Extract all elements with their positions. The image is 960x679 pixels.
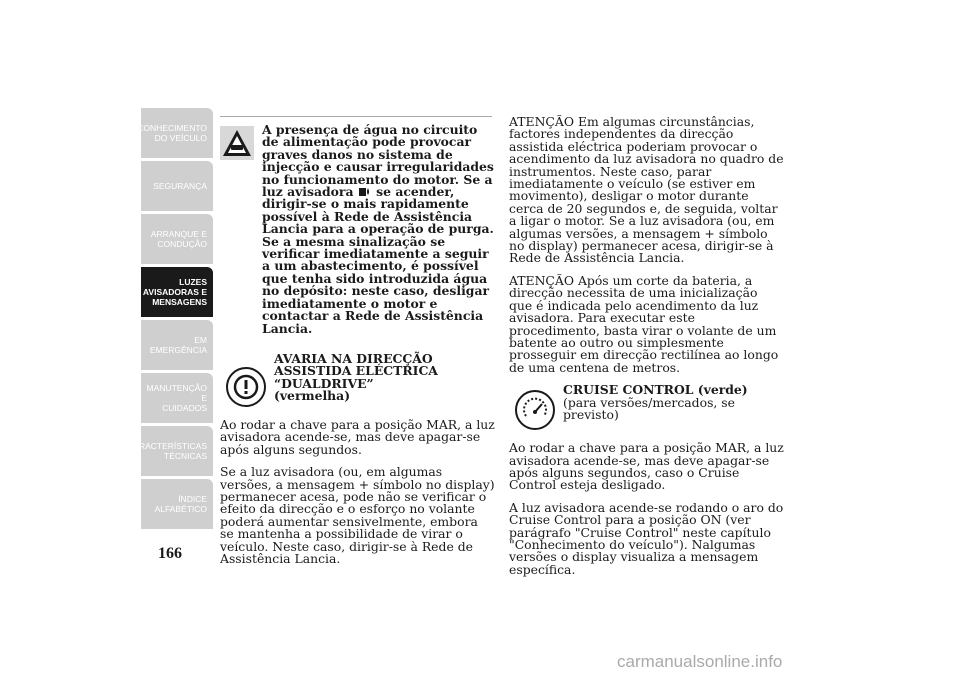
paragraph: ATENÇÃO Após um corte da bateria, a direcção necessita de uma inicialização que é indicada pelo acendimento da luz avisadora. Para executar este procedimento, basta virar o volante de um batente ao outro ou simplesmente prosseguir em direcção rectilínea ao longo de uma centena de metros. [509,272,779,375]
right-column [509,116,784,586]
cruise-header [509,384,784,432]
chapter-tab-label: CONDUÇÃO [157,239,207,249]
warning-text-part2: se acender, dirigir-se o mais rapidamente possível à Rede de Assistência Lancia para a operação de purga. Se a mesma sinalização se verificar imediatamente a seguir a um abastecimento, é possível que tenha sido introduzida água no depósito: neste caso, desligar imediatamente o motor e contactar a Rede de Assistência Lancia. [262,184,494,336]
warning-text-part1: A presença de água no circuito de alimentação pode provocar graves danos no sistema de injecção e causar irregularidades no funcionamento do motor. Se a luz avisadora [262,122,494,200]
cruise-title: CRUISE CONTROL (verde) [563,382,748,398]
cruise-subtitle: (para versões/mercados, se previsto) [563,394,735,422]
water-in-fuel-icon [358,186,372,197]
cruise-control-icon [513,388,557,432]
chapter-tabs [127,108,213,532]
chapter-tab[interactable] [141,320,213,370]
chapter-tab-label: MANUTENÇÃO E [146,383,207,403]
paragraph: A luz avisadora acende-se rodando o aro do Cruise Control para a posição ON (ver parágrafo "Cruise Control" neste capítulo "Conhecimento do veículo"). Nalgumas versões o display visualiza a mensagem específica. [509,499,784,577]
chapter-tab-label: ÍNDICE [178,494,207,504]
paragraph: ATENÇÃO Em algumas circunstâncias, factores independentes da direcção assistida eléctrica poderiam provocar o acendimento da luz avisadora no quadro de instrumentos. Neste caso, parar imediatamente o veículo (se estiver em movimento), desligar o motor durante cerca de 20 segundos e, de seguida, voltar a ligar o motor. Se a luz avisadora (ou, em algumas versões, a mensagem + símbolo no display) permanecer acesa, dirigir-se à Rede de Assistência Lancia. [509,114,784,266]
chapter-tab-label: ARRANQUE E [150,229,207,239]
chapter-tab[interactable] [141,373,213,423]
watermark: carmanualsonline.info [617,652,783,671]
chapter-tab-label: AVISADORAS E [142,287,207,297]
paragraph: Ao rodar a chave para a posição MAR, a luz avisadora acende-se, mas deve apagar-se após alguns segundos, caso o Cruise Control esteja desligado. [509,440,784,493]
warning-triangle-icon [220,126,254,160]
dualdrive-header [220,350,495,409]
divider [220,116,492,117]
chapter-tab-label: LUZES [179,277,207,287]
chapter-tab-label: SEGURANÇA [153,181,207,191]
steering-warning-icon [224,365,268,409]
page-number: 166 [158,545,182,562]
dualdrive-title: AVARIA NA DIRECÇÃO ASSISTIDA ELÉCTRICA “DUALDRIVE” [274,350,438,391]
chapter-tab[interactable] [141,214,213,264]
chapter-tab[interactable] [137,108,213,158]
left-column [220,118,495,575]
chapter-tab[interactable] [141,267,213,317]
paragraph: Ao rodar a chave para a posição MAR, a luz avisadora acende-se, mas deve apagar-se após alguns segundos. [220,416,495,457]
chapter-tab[interactable] [141,479,213,529]
chapter-tab[interactable] [127,426,213,476]
chapter-tab-label: TÉCNICAS [164,451,207,461]
chapter-tab[interactable] [141,161,213,211]
chapter-tab-label: EM EMERGÊNCIA [149,335,207,355]
chapter-tab-label: MENSAGENS [152,297,207,307]
warning-block [220,124,495,335]
dualdrive-subtitle: (vermelha) [274,388,351,404]
chapter-tab-label: CUIDADOS [162,403,207,413]
chapter-tab-label: CARACTERÍSTICAS [127,441,207,451]
chapter-tab-label: CONHECIMENTO [137,123,207,133]
chapter-tab-label: DO VEÍCULO [154,133,207,143]
paragraph: Se a luz avisadora (ou, em algumas versões, a mensagem + símbolo no display) permanecer acesa, pode não se verificar o efeito da direcção e o esforço no volante poderá aumentar sensivelmente, embora se mantenha a possibilidade de virar o veículo. Neste caso, dirigir-se à Rede de Assistência Lancia. [220,464,495,566]
chapter-tab-label: ALFABÉTICO [154,504,207,514]
